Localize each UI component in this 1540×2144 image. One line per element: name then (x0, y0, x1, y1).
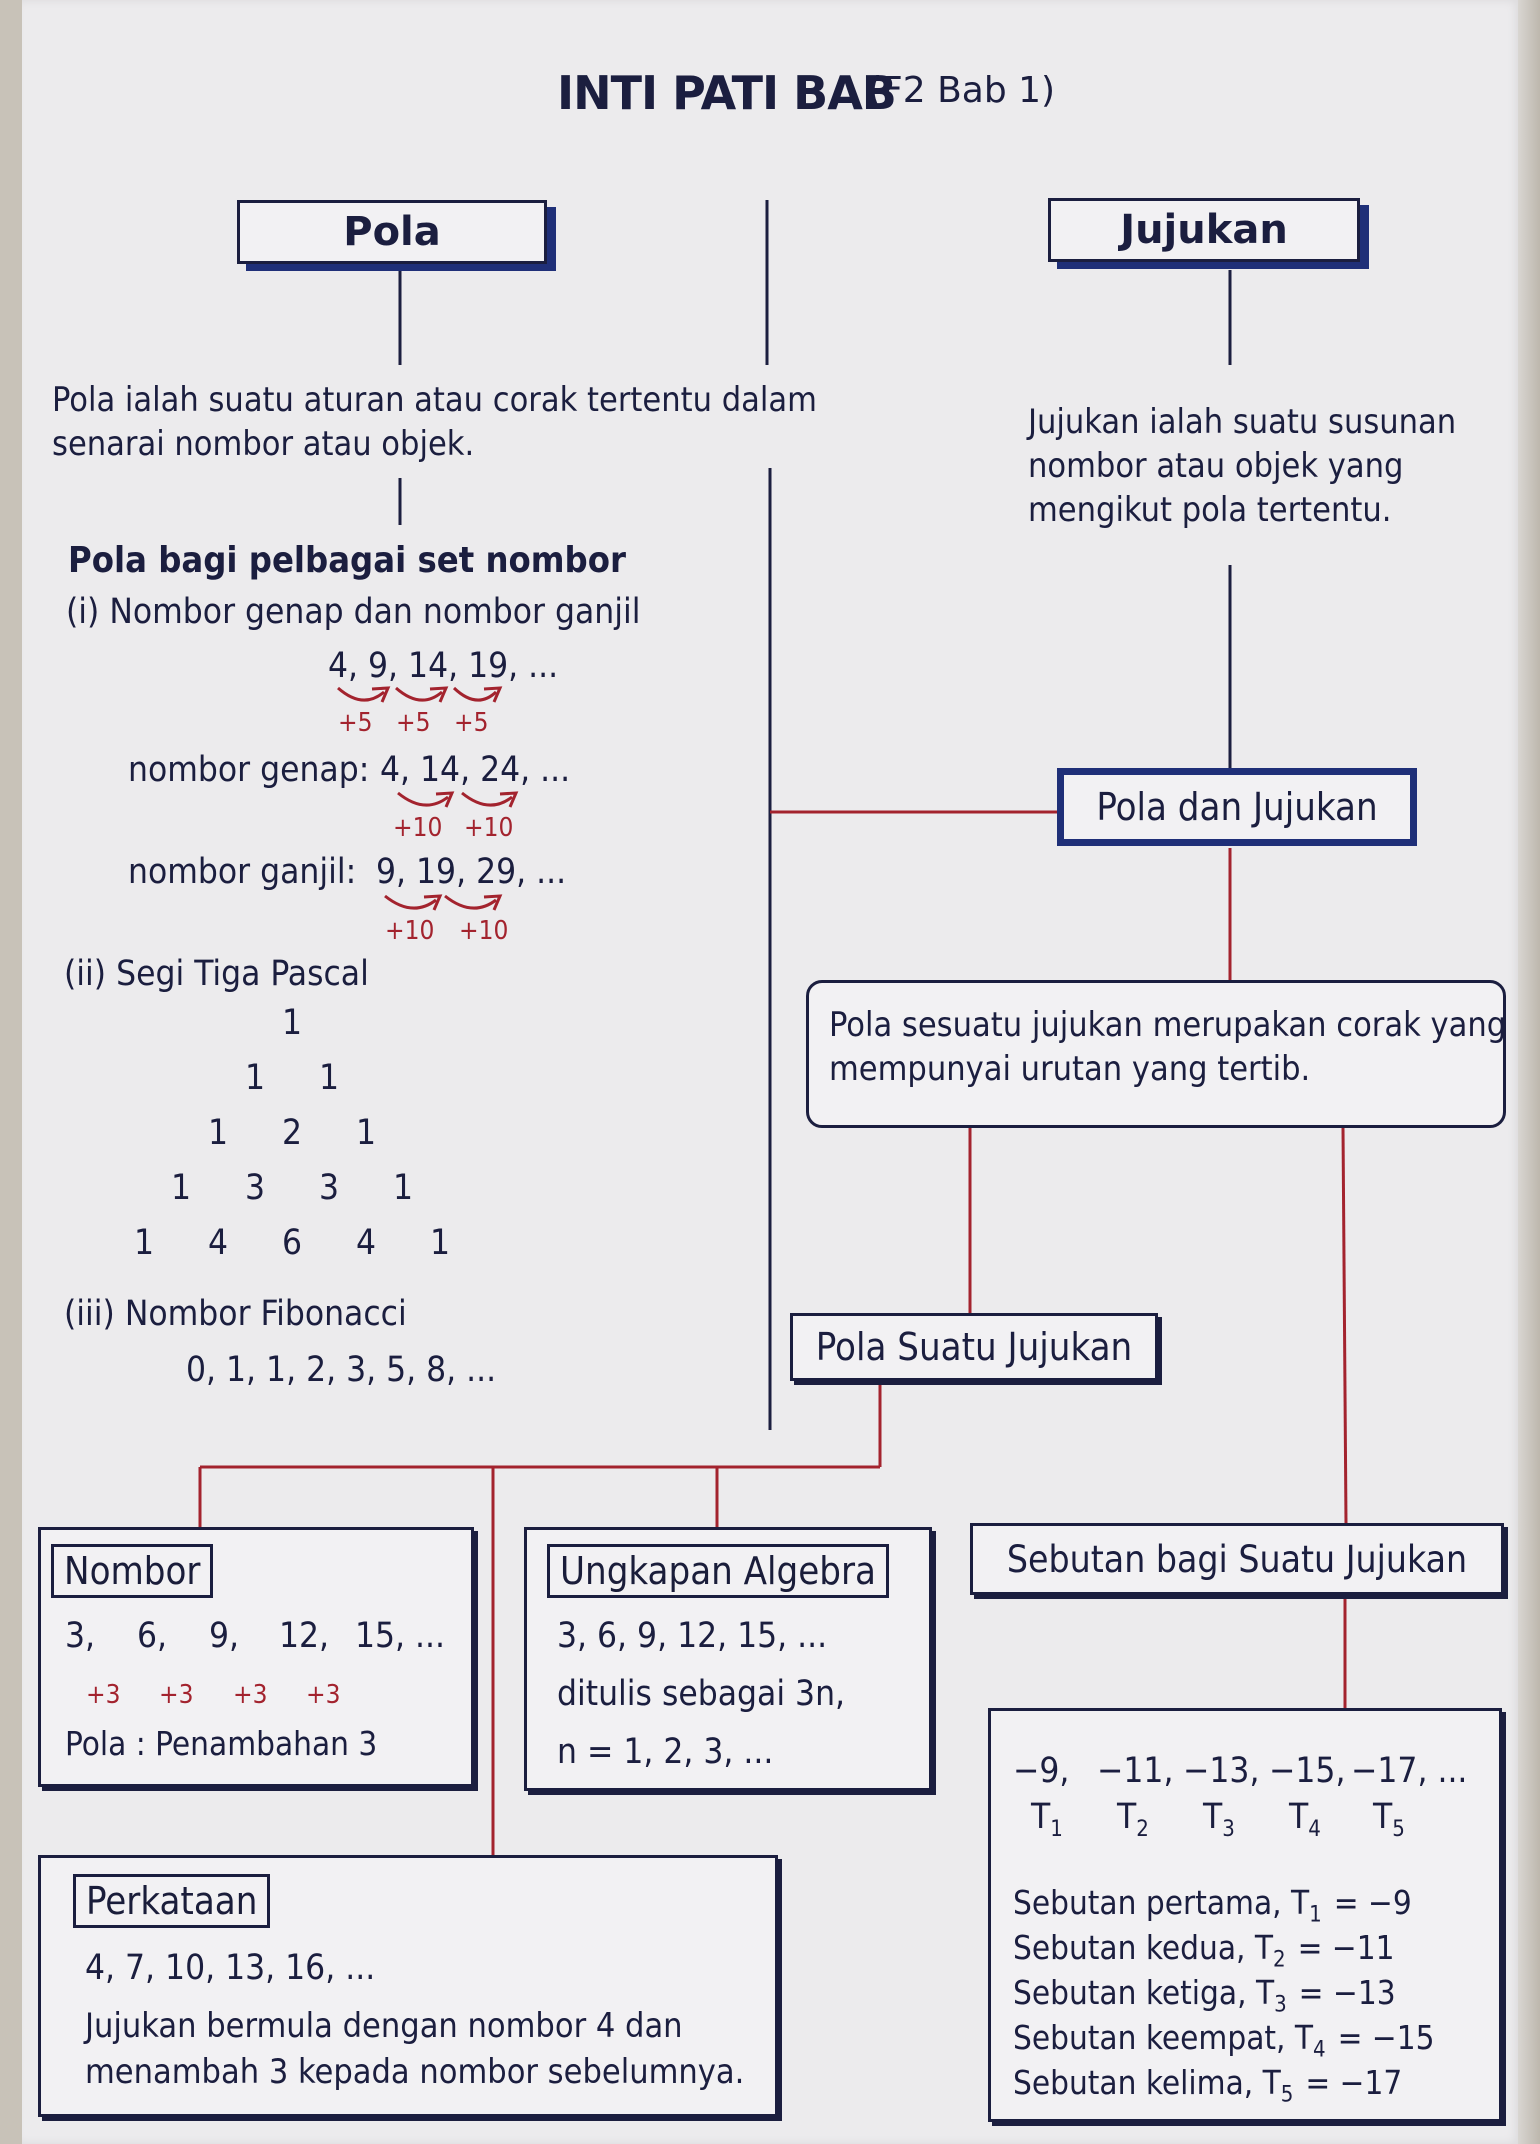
term-list-value: = −15 (1337, 2018, 1435, 2057)
pascal-number: 1 (356, 1113, 377, 1153)
item1-step-1: +5 (338, 708, 373, 738)
pascal-number: 4 (356, 1223, 377, 1263)
ganjil-sequence: 9, 19, 29, ... (376, 852, 567, 892)
term-list-label: Sebutan pertama, T (1013, 1883, 1310, 1922)
term-symbol (1203, 1797, 1235, 1842)
nombor-step-2: +3 (159, 1680, 194, 1710)
nombor-term-3: 9, (209, 1616, 240, 1656)
nombor-step-1: +3 (86, 1680, 121, 1710)
sebutan-detail-box (988, 1708, 1502, 2122)
nombor-term-1: 3, (65, 1616, 96, 1656)
pola-dan-jujukan-box (1057, 768, 1417, 846)
term-symbol-index: 1 (1050, 1817, 1063, 1842)
pola-suatu-heading: Pola Suatu Jujukan (815, 1325, 1133, 1369)
term-symbol-index: 4 (1308, 1817, 1321, 1842)
term-list-item (1013, 2018, 1435, 2063)
fibonacci-sequence: 0, 1, 1, 2, 3, 5, 8, ... (186, 1350, 497, 1390)
nombor-step-4: +3 (306, 1680, 341, 1710)
term-symbol (1289, 1797, 1321, 1842)
pascal-number: 1 (245, 1058, 266, 1098)
term-list-label: Sebutan kelima, T (1013, 2063, 1281, 2102)
term-value: −15, (1269, 1751, 1346, 1791)
perkataan-line1: Jujukan bermula dengan nombor 4 dan (85, 2006, 683, 2046)
pascal-number: 1 (171, 1168, 192, 1208)
term-symbol-name: T (1203, 1797, 1223, 1837)
genap-step-2: +10 (464, 813, 514, 843)
term-list-label: Sebutan ketiga, T (1013, 1973, 1275, 2012)
term-symbol-name: T (1031, 1797, 1051, 1837)
term-symbol-index: 3 (1222, 1817, 1235, 1842)
term-value: −17, ... (1351, 1751, 1468, 1791)
page-subtitle: (F2 Bab 1) (868, 70, 1056, 111)
term-list-value: = −11 (1297, 1928, 1395, 1967)
ganjil-step-2: +10 (459, 916, 509, 946)
page-title: INTI PATI BAB (557, 66, 896, 120)
term-symbol-name: T (1289, 1797, 1309, 1837)
term-list-value: = −9 (1333, 1883, 1412, 1922)
term-symbol (1117, 1797, 1149, 1842)
pascal-number: 1 (134, 1223, 155, 1263)
algebra-label: Ungkapan Algebra (547, 1544, 889, 1598)
pascal-number: 2 (282, 1113, 303, 1153)
jujukan-heading: Jujukan (1120, 207, 1288, 253)
term-value: −13, (1183, 1751, 1260, 1791)
algebra-line2: ditulis sebagai 3n, (557, 1674, 846, 1714)
jujukan-definition-line3: mengikut pola tertentu. (1028, 490, 1392, 530)
term-value: −11, (1097, 1751, 1174, 1791)
term-symbol (1373, 1797, 1405, 1842)
term-list-index: 1 (1309, 1902, 1322, 1928)
genap-step-1: +10 (393, 813, 443, 843)
algebra-line3: n = 1, 2, 3, ... (557, 1732, 774, 1772)
term-list-item (1013, 2063, 1402, 2108)
item3-label: (iii) Nombor Fibonacci (64, 1294, 407, 1334)
term-symbol-name: T (1373, 1797, 1393, 1837)
ganjil-label: nombor ganjil: (128, 852, 357, 892)
jujukan-definition-line1: Jujukan ialah suatu susunan (1028, 402, 1457, 442)
statement-box (806, 980, 1506, 1128)
pola-box (237, 200, 547, 264)
pascal-number: 1 (430, 1223, 451, 1263)
pascal-number: 3 (319, 1168, 340, 1208)
term-list-item (1013, 1928, 1395, 1973)
nombor-note: Pola : Penambahan 3 (65, 1724, 378, 1763)
perkataan-sequence: 4, 7, 10, 13, 16, ... (85, 1948, 376, 1988)
nombor-label: Nombor (51, 1544, 213, 1598)
algebra-line1: 3, 6, 9, 12, 15, ... (557, 1616, 828, 1656)
pascal-number: 1 (208, 1113, 229, 1153)
perkataan-box (38, 1855, 778, 2117)
item1-step-3: +5 (454, 708, 489, 738)
term-list-value: = −13 (1298, 1973, 1396, 2012)
item1-sequence: 4, 9, 14, 19, ... (328, 646, 559, 686)
term-symbol-name: T (1117, 1797, 1137, 1837)
term-symbol-index: 2 (1136, 1817, 1149, 1842)
term-list-item (1013, 1883, 1412, 1928)
pola-definition-line2: senarai nombor atau objek. (52, 424, 475, 464)
pola-suatu-jujukan-box (790, 1313, 1158, 1381)
term-symbol-index: 5 (1392, 1817, 1405, 1842)
statement-line1: Pola sesuatu jujukan merupakan corak yang (829, 1005, 1507, 1045)
nombor-box (38, 1527, 474, 1787)
pola-heading: Pola (343, 209, 441, 255)
jujukan-definition-line2: nombor atau objek yang (1028, 446, 1404, 486)
nombor-term-5: 15, ... (355, 1616, 446, 1656)
pascal-number: 4 (208, 1223, 229, 1263)
term-value: −9, (1013, 1751, 1070, 1791)
nombor-step-3: +3 (233, 1680, 268, 1710)
pascal-number: 1 (282, 1003, 303, 1043)
sebutan-heading: Sebutan bagi Suatu Jujukan (1006, 1537, 1468, 1581)
ganjil-step-1: +10 (385, 916, 435, 946)
sebutan-box (970, 1523, 1504, 1595)
nombor-term-2: 6, (137, 1616, 168, 1656)
perkataan-label: Perkataan (73, 1874, 270, 1928)
genap-sequence: 4, 14, 24, ... (380, 750, 571, 790)
pascal-number: 6 (282, 1223, 303, 1263)
term-list-item (1013, 1973, 1396, 2018)
term-list-index: 5 (1280, 2082, 1294, 2108)
pola-sets-heading: Pola bagi pelbagai set nombor (68, 540, 626, 581)
perkataan-line2: menambah 3 kepada nombor sebelumnya. (85, 2052, 745, 2092)
pascal-number: 3 (245, 1168, 266, 1208)
center-heading: Pola dan Jujukan (1096, 785, 1378, 829)
term-list-label: Sebutan keempat, T (1013, 2018, 1314, 2057)
item1-label: (i) Nombor genap dan nombor ganjil (66, 592, 641, 632)
algebra-box (524, 1527, 932, 1791)
term-list-index: 2 (1273, 1947, 1286, 1973)
nombor-term-4: 12, (279, 1616, 330, 1656)
term-list-label: Sebutan kedua, T (1013, 1928, 1274, 1967)
term-symbol (1031, 1797, 1063, 1842)
term-list-index: 3 (1274, 1992, 1287, 2018)
term-list-value: = −17 (1305, 2063, 1403, 2102)
pola-definition-line1: Pola ialah suatu aturan atau corak tertentu dalam (52, 380, 817, 420)
item1-step-2: +5 (396, 708, 431, 738)
pascal-number: 1 (319, 1058, 340, 1098)
statement-line2: mempunyai urutan yang tertib. (829, 1049, 1311, 1089)
item2-label: (ii) Segi Tiga Pascal (64, 954, 369, 994)
jujukan-box (1048, 198, 1360, 262)
term-list-index: 4 (1313, 2037, 1326, 2063)
pascal-number: 1 (393, 1168, 414, 1208)
genap-label: nombor genap: (128, 750, 370, 790)
